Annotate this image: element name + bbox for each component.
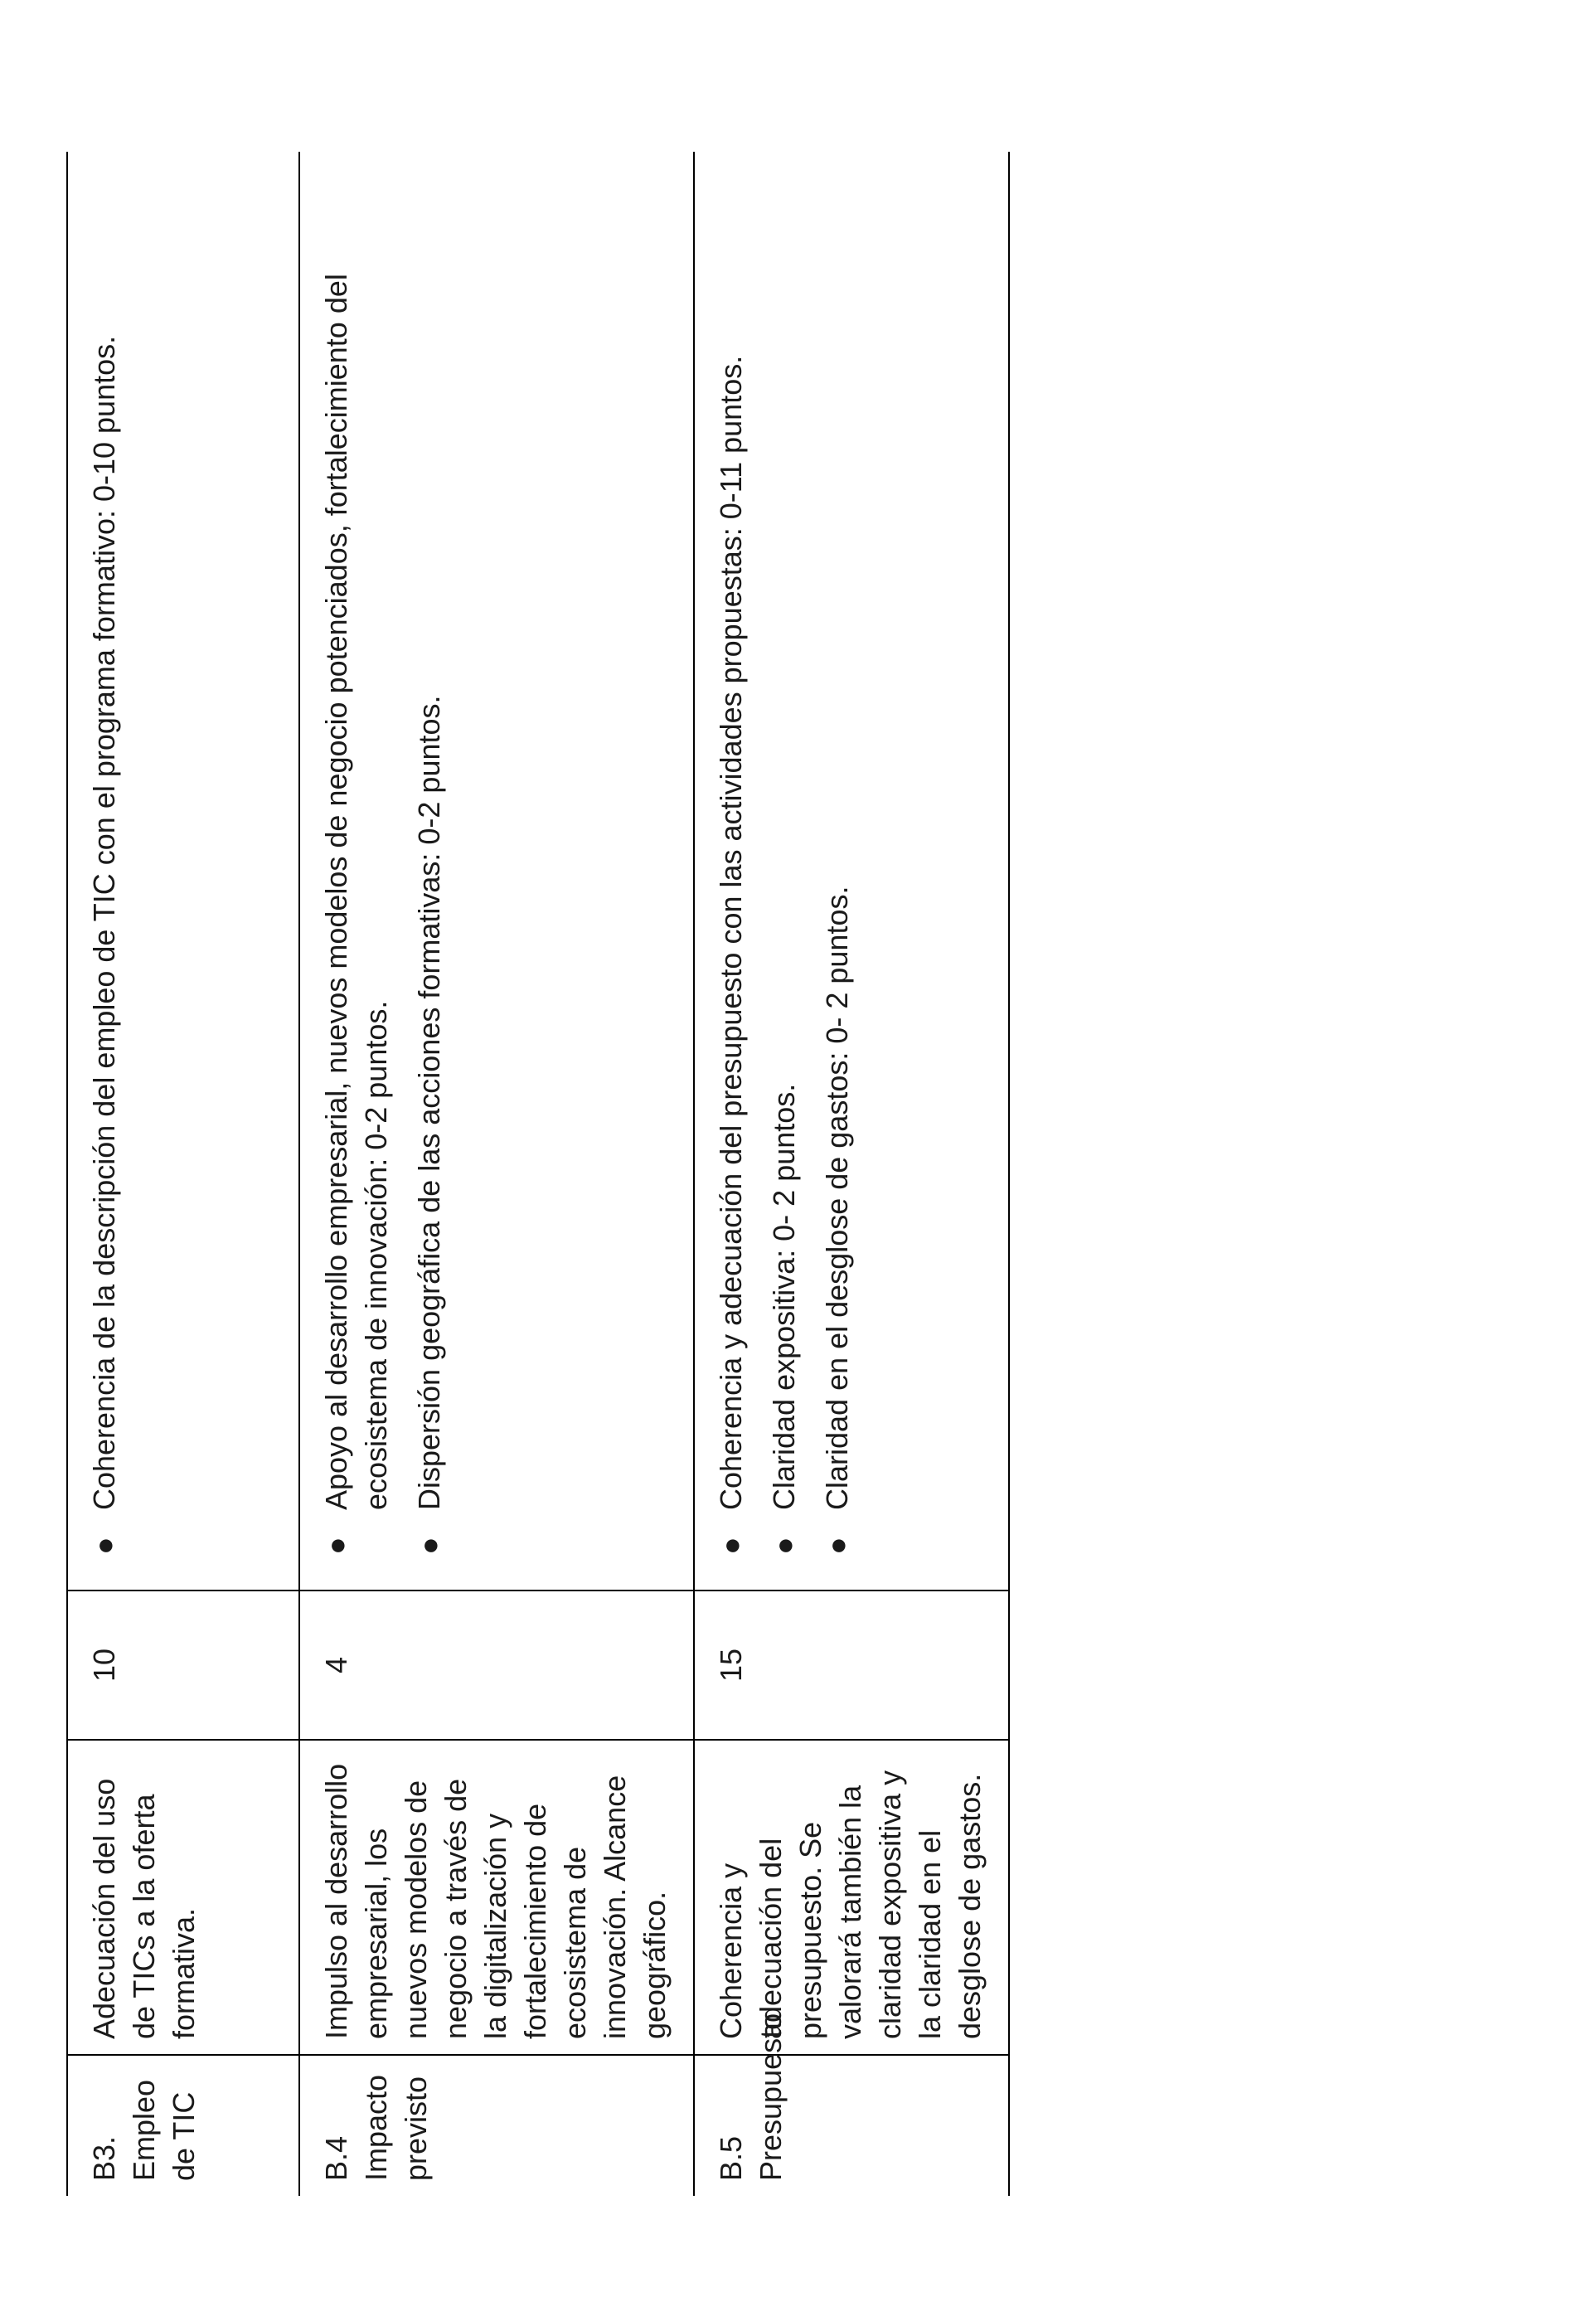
points-value: 10	[87, 1648, 121, 1683]
criteria-list	[711, 167, 857, 1575]
bullet-icon: ●	[767, 1537, 801, 1555]
bullet-icon: ●	[820, 1537, 854, 1555]
points-value: 15	[714, 1648, 748, 1683]
criterion-text: Apoyo al desarrollo empresarial, nuevos modelos de negocio potenciados, fortalecimiento del ecosistema de innovación: 0-2 puntos.	[319, 274, 393, 1510]
description-cell	[694, 1740, 1009, 2055]
evaluation-criteria-table	[66, 152, 1010, 2196]
description-cell	[299, 1740, 694, 2055]
criterion-text: Dispersión geográfica de las acciones formativas: 0-2 puntos.	[412, 695, 446, 1510]
section-label: B.4 Impacto previsto	[319, 2074, 433, 2181]
criterion-text: Coherencia de la descripción del empleo de TIC con el programa formativo: 0-10 puntos.	[87, 335, 121, 1510]
list-item	[410, 167, 449, 1575]
section-cell	[299, 2055, 694, 2196]
description-cell	[67, 1740, 299, 2055]
list-item	[711, 167, 751, 1575]
criteria-cell	[694, 152, 1009, 1591]
bullet-icon: ●	[319, 1537, 353, 1555]
list-item	[317, 167, 396, 1575]
criteria-cell	[299, 152, 694, 1591]
description-text: Adecuación del uso de TICs a la oferta formativa.	[87, 1778, 201, 2039]
list-item	[817, 167, 857, 1575]
rotated-table-wrapper	[66, 152, 987, 2196]
description-text: Coherencia y adecuación del presupuesto. Se valorará también la claridad expositiva y la claridad en el desglose de gastos.	[714, 1770, 987, 2039]
points-cell	[299, 1591, 694, 1740]
criteria-list	[317, 167, 449, 1575]
bullet-icon: ●	[412, 1537, 446, 1555]
criterion-text: Claridad expositiva: 0- 2 puntos.	[767, 1083, 801, 1510]
table-row	[67, 152, 299, 2196]
section-label: B3. Empleo de TIC	[87, 2079, 201, 2181]
points-cell	[67, 1591, 299, 1740]
criterion-text: Claridad en el desglose de gastos: 0- 2 puntos.	[820, 886, 854, 1510]
description-text: Impulso al desarrollo empresarial, los nuevos modelos de negocio a través de la digitalización y fortalecimiento de ecosistema de innovación. Alcance geográfico.	[319, 1763, 672, 2039]
points-cell	[694, 1591, 1009, 1740]
criteria-list	[85, 167, 124, 1575]
criteria-cell	[67, 152, 299, 1591]
section-cell	[694, 2013, 1009, 2196]
section-cell	[67, 2055, 299, 2196]
list-item	[764, 167, 804, 1575]
points-value: 4	[319, 1656, 353, 1674]
table-row	[694, 152, 1009, 2196]
bullet-icon: ●	[714, 1537, 748, 1555]
section-label: B.5 Presupuesto	[714, 2013, 788, 2181]
list-item	[85, 167, 124, 1575]
criterion-text: Coherencia y adecuación del presupuesto con las actividades propuestas: 0-11 puntos.	[714, 355, 748, 1510]
table-row	[299, 152, 694, 2196]
bullet-icon: ●	[87, 1537, 121, 1555]
